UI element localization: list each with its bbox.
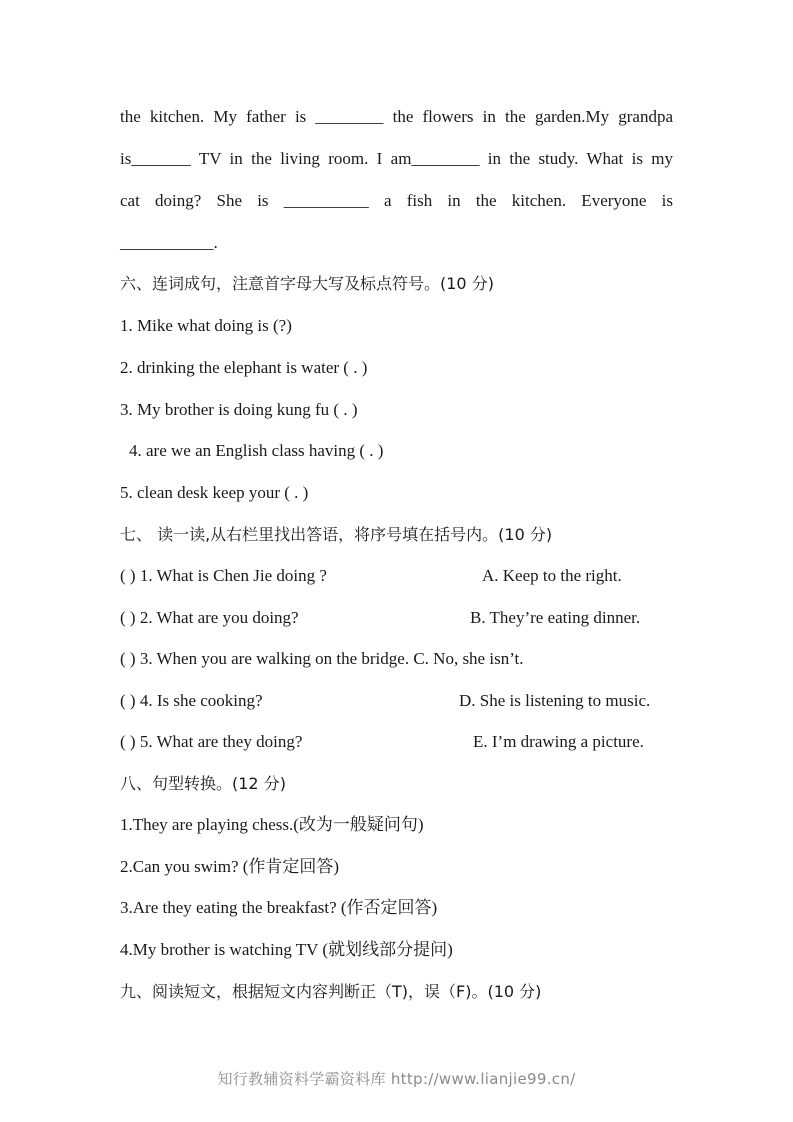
- section7-answer-a: A. Keep to the right.: [482, 566, 622, 585]
- section8-item-3: 3.Are they eating the breakfast? (作否定回答): [120, 898, 438, 917]
- section6-item-1: 1. Mike what doing is (?): [120, 316, 292, 335]
- section8-title: 八、句型转换。(12 分): [120, 774, 286, 793]
- passage-line-4: ___________.: [120, 233, 218, 252]
- section7-answer-e: E. I’m drawing a picture.: [473, 732, 644, 751]
- section8-item-4: 4.My brother is watching TV (就划线部分提问): [120, 940, 453, 959]
- section7-answer-b: B. They’re eating dinner.: [470, 608, 641, 627]
- passage-line-1: the kitchen. My father is ________ the flowers in the garden.My grandpa: [120, 107, 673, 126]
- section6-item-2: 2. drinking the elephant is water ( . ): [120, 358, 368, 377]
- section6-item-3: 3. My brother is doing kung fu ( . ): [120, 400, 358, 419]
- section7-answer-d: D. She is listening to music.: [459, 691, 651, 710]
- section6-title: 六、连词成句，注意首字母大写及标点符号。(10 分): [120, 274, 494, 293]
- section7-question-1: ( ) 1. What is Chen Jie doing ?: [120, 566, 327, 585]
- section7-question-3: ( ) 3. When you are walking on the bridge. C. No, she isn’t.: [120, 649, 524, 668]
- section8-item-1: 1.They are playing chess.(改为一般疑问句): [120, 815, 424, 834]
- section8-item-2: 2.Can you swim? (作肯定回答): [120, 857, 340, 876]
- section6-item-4: 4. are we an English class having ( . ): [129, 441, 384, 460]
- passage-line-3: cat doing? She is __________ a fish in the kitchen. Everyone is: [120, 191, 673, 210]
- section7-question-5: ( ) 5. What are they doing?: [120, 732, 303, 751]
- section7-question-2: ( ) 2. What are you doing?: [120, 608, 299, 627]
- footer-source-text: 知行教辅资料学霸资料库 http://www.lianjie99.cn/: [217, 1070, 576, 1088]
- section7-title: 七、 读一读,从右栏里找出答语，将序号填在括号内。(10 分): [120, 525, 553, 544]
- section7-question-4: ( ) 4. Is she cooking?: [120, 691, 263, 710]
- section9-title: 九、阅读短文，根据短文内容判断正（T)，误（F)。(10 分): [120, 982, 542, 1001]
- passage-line-2: is_______ TV in the living room. I am________ in the study. What is my: [120, 149, 673, 168]
- section6-item-5: 5. clean desk keep your ( . ): [120, 483, 309, 502]
